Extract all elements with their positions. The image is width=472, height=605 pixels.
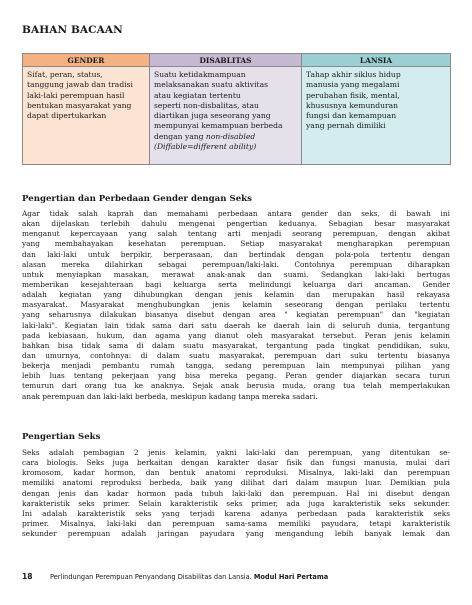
paragraph-line: dan laki-laki untuk berpikir, berperasaan, dan bertindak dengan pola-pola tertentu dengan xyxy=(22,249,450,259)
paragraph-gender-seks xyxy=(22,209,450,402)
gender-line: Sifat, peran, status, xyxy=(27,70,103,79)
paragraph-line: memberikan kesejahteraan bagi keluarga serta melindungi keluarga dari ancaman. Gender xyxy=(22,279,450,289)
paragraph-line: karakteristik seks primer. Selain karakteristik seks primer, ada juga karakteristik seks sekunder. xyxy=(22,498,450,508)
paragraph-line: Agar tidak salah kaprah dan memahami perbedaan antara gender dan seks, di bawah ini xyxy=(22,209,450,218)
lansia-line: perubahan fisik, mental, xyxy=(306,90,400,100)
non-disabled-term: non-disabled xyxy=(205,131,256,141)
paragraph-line: Ini adalah karakteristik seks yang terjadi karena adanya perbedaan pada karakteristik seks xyxy=(22,508,450,518)
paragraph-line: bahkan bisa tidak sama di dalam suatu masyarakat, tergantung pada tingkat pendidikan, suku, xyxy=(22,340,450,350)
paragraph-line: cara biologis. Seks juga berkaitan dengan karakter dasar fisik dan fungsi manusia, mulai dari xyxy=(22,458,450,468)
footer-text xyxy=(50,573,328,581)
section-title-seks: Pengertian Seks xyxy=(22,432,101,442)
paragraph-seks xyxy=(22,448,450,539)
paragraph-line: yang membahayakan kesehatan perempuan. Setiap masyarakat mengharapkan perempuan xyxy=(22,239,450,249)
disabilitas-line: mempunyai kemampuan berbeda xyxy=(154,121,283,131)
paragraph-line: pada kebiasaan, hukum, dan agama yang dianut oleh masyarakat tersebut. Peran jenis kelamin xyxy=(22,330,450,340)
paragraph-line: adalah kegiatan yang dihubungkan dengan jenis kelamin dan merupakan hasil rekayasa xyxy=(22,290,450,300)
definition-table xyxy=(22,53,451,165)
disabilitas-definition xyxy=(150,67,302,165)
section-title-gender-seks: Pengertian dan Perbedaan Gender dengan Seks xyxy=(22,194,252,204)
page-number: 18 xyxy=(22,572,33,581)
disabilitas-line-prefix: dengan yang xyxy=(154,131,206,141)
disabilitas-line: Suatu ketidakmampuan xyxy=(154,70,246,79)
paragraph-line: bekerja menjadi pembantu rumah tangga, sedang perempuan lain mempunyai pilihan yang xyxy=(22,361,450,371)
paragraph-line: kromosom, kadar hormon, dan bentuk anatomi reproduksi. Misalnya, laki-laki dan perempuan xyxy=(22,468,450,478)
gender-line: laki-laki perempuan hasil xyxy=(27,90,125,100)
paragraph-line: primer. Misalnya, laki-laki dan perempuan sama-sama memiliki payudara, tetapi karakteristik xyxy=(22,518,450,528)
paragraph-line: temurun dari orang tua ke anaknya. Sejak anak berusia muda, orang tua telah memperlakukan xyxy=(22,381,450,391)
disabilitas-line: diartikan juga seseorang yang xyxy=(154,111,271,121)
paragraph-line: masyarakat. Masyarakat menghubungkan jenis kelamin seseorang dengan perilaku tertentu xyxy=(22,300,450,310)
lansia-line: fungsi dan kemampuan xyxy=(306,111,397,121)
gender-line: dapat dipertukarkan xyxy=(27,111,107,121)
footer-module: Modul Hari Pertama xyxy=(253,572,329,581)
paragraph-line: dengan jenis dan kadar hormon pada tubuh laki-laki dan perempuan. Hal ini disebut dengan xyxy=(22,488,450,498)
paragraph-line: akan dijelaskan terlebih dahulu mengenai pengertian keduanya. Sebagian besar masyarakat xyxy=(22,219,450,229)
gender-line: bentukan masyarakat yang xyxy=(27,100,132,110)
paragraph-line: yang seharusnya dilakukan biasanya disebut dengan area " kegiatan perempuan" dan "kegiatan xyxy=(22,310,450,320)
page-footer xyxy=(22,572,450,584)
paragraph-line: alasan mereka dilahirkan sebagai perempuan/laki-laki. Contohnya perempuan diharapkan xyxy=(22,259,450,269)
lansia-definition xyxy=(302,67,451,165)
column-header-lansia: LANSIA xyxy=(302,54,451,67)
paragraph-line: untuk menyiapkan masakan, merawat anak-anak dan suami. Sedangkan laki-laki bertugas xyxy=(22,269,450,279)
lansia-line: khususnya kemunduran xyxy=(306,100,399,110)
diffable-note: (Diffable=different ability) xyxy=(154,142,257,152)
disabilitas-line xyxy=(154,132,298,142)
column-header-gender: GENDER xyxy=(23,54,150,67)
paragraph-line: menganut kepercayaan yang salah tentang arti menjadi seorang perempuan, dengan akibat xyxy=(22,229,450,239)
lansia-line: Tahap akhir siklus hidup xyxy=(306,70,401,79)
paragraph-line: anak perempuan dan laki-laki berbeda, meskipun kadang tanpa mereka sadari. xyxy=(22,391,318,401)
paragraph-line: sekunder perempuan adalah jaringan payudara yang mengandung lebih banyak lemak dan xyxy=(22,529,450,539)
gender-line: tanggung jawab dan tradisi xyxy=(27,80,133,90)
page-header: BAHAN BACAAN xyxy=(22,24,123,36)
lansia-line: manusia yang megalami xyxy=(306,80,400,90)
footer-title: Perlindungan Perempuan Penyandang Disabilitas dan Lansia. xyxy=(50,572,252,581)
paragraph-line: Seks adalah pembagian 2 jenis kelamin, yakni laki-laki dan perempuan, yang ditentukan se- xyxy=(22,448,450,457)
disabilitas-line: seperti non-disbalitas, atau xyxy=(154,100,259,110)
paragraph-line: memiliki anatomi reproduksi berbeda, baik yang dilihat dari dalam maupun luar. Demikian pula xyxy=(22,478,450,488)
disabilitas-line: melaksanakan suatu aktivitas xyxy=(154,80,269,90)
column-header-disabilitas: DISABLITAS xyxy=(150,54,302,67)
lansia-line: yang pernah dimiliki xyxy=(306,121,386,131)
paragraph-line: laki-laki". Kegiatan lain tidak sama dari satu daerah ke daerah lain di seluruh dunia, tergantung xyxy=(22,320,450,330)
paragraph-line: lebih luas tentang pekerjaan yang bisa mereka pegang. Peran gender diajarkan secara turun xyxy=(22,371,450,381)
disabilitas-line: atau kegiatan tertentu xyxy=(154,90,241,100)
gender-definition xyxy=(23,67,150,165)
paragraph-line: dan umurnya, contohnya: di dalam suatu masyarakat, perempuan dari suku tertentu biasanya xyxy=(22,350,450,360)
